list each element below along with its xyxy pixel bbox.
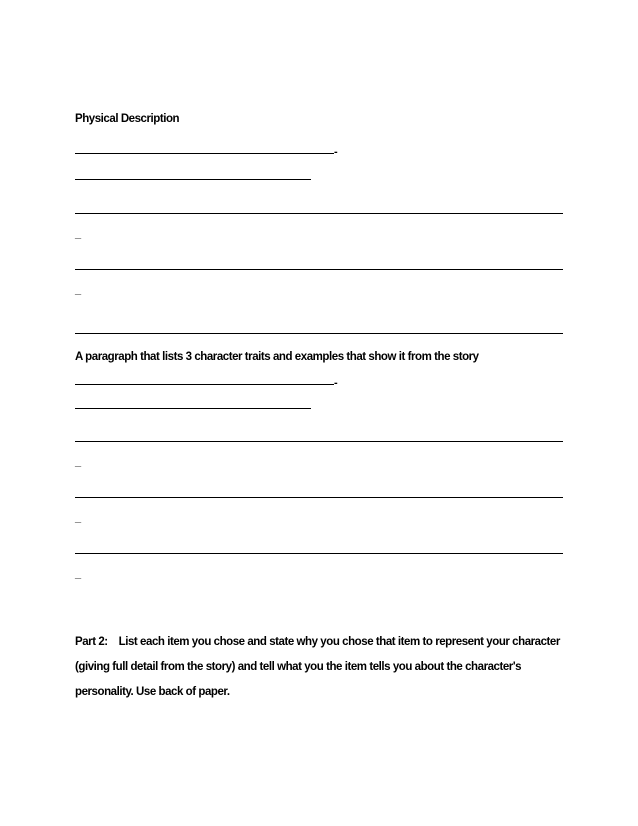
part2-instructions — [75, 630, 575, 705]
answer-line — [75, 497, 563, 498]
character-traits-heading: A paragraph that lists 3 character traits and examples that show it from the story — [75, 351, 479, 363]
line-underscore: _ — [75, 284, 82, 296]
line-underscore: _ — [75, 456, 82, 468]
answer-line — [75, 384, 334, 385]
line-underscore: _ — [75, 512, 82, 524]
answer-line — [75, 553, 563, 554]
line-hyphen: - — [334, 377, 338, 389]
answer-line — [75, 153, 334, 154]
answer-line — [75, 269, 563, 270]
line-underscore: _ — [75, 568, 82, 580]
answer-line — [75, 333, 563, 334]
part2-text: List each item you chose and state why you chose that item to represent your character (giving full detail from the story) and tell what you the item tells you about the character's personality. Use back of paper. — [75, 636, 560, 698]
answer-line — [75, 179, 311, 180]
answer-line — [75, 441, 563, 442]
line-underscore: _ — [75, 228, 82, 240]
line-hyphen: - — [334, 146, 338, 158]
answer-line — [75, 213, 563, 214]
part2-label: Part 2: — [75, 636, 108, 648]
answer-line — [75, 408, 311, 409]
physical-description-heading: Physical Description — [75, 113, 180, 125]
